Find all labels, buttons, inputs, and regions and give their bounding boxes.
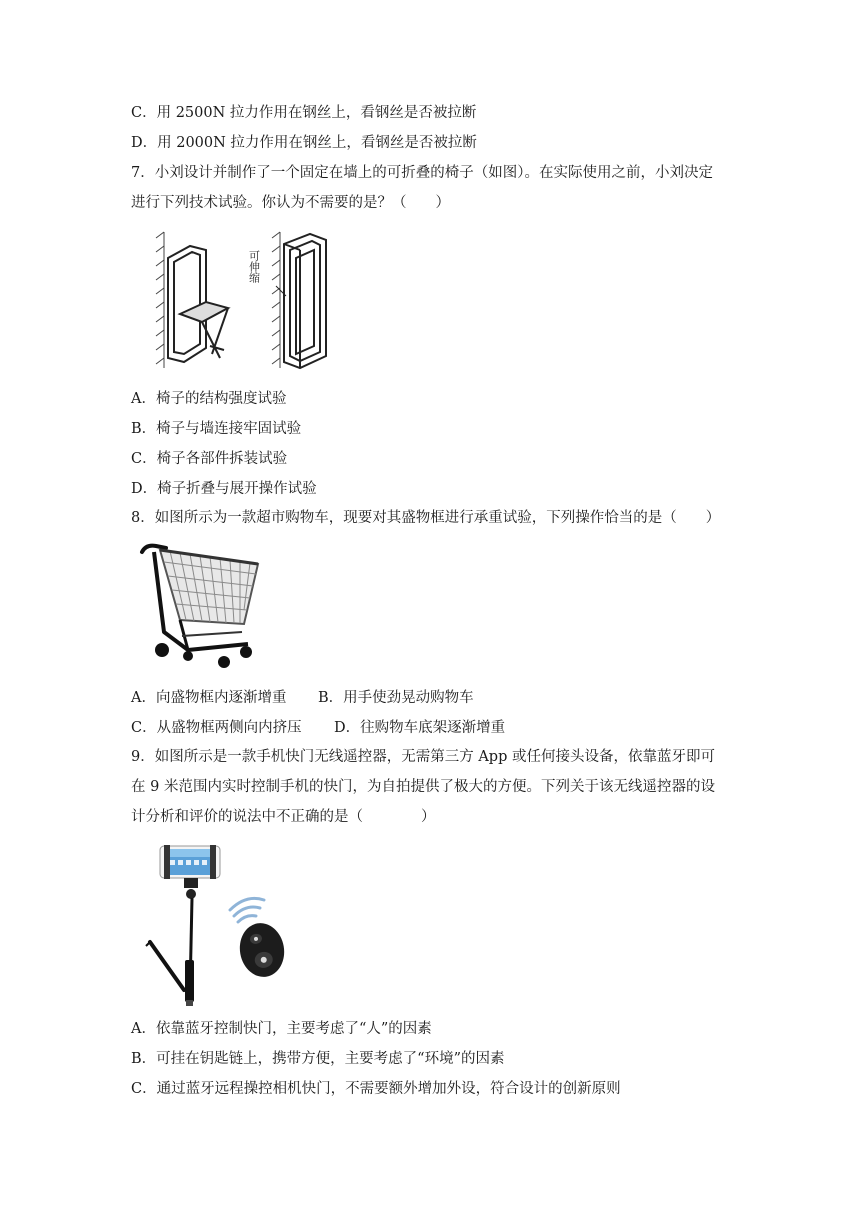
q8-options-row1 (131, 688, 474, 708)
shopping-cart-figure (138, 540, 264, 670)
q8-option-b: B．用手使劲晃动购物车 (318, 690, 474, 706)
q7-stem-line1: 7．小刘设计并制作了一个固定在墙上的可折叠的椅子（如图）。在实际使用之前，小刘决定 (131, 165, 713, 181)
figure-label-text: 可伸缩 (247, 250, 261, 283)
q8-stem: 8．如图所示为一款超市购物车，现要对其盛物框进行承重试验，下列操作恰当的是（ ） (131, 510, 721, 526)
q8-option-d: D．往购物车底架逐渐增重 (334, 720, 506, 736)
q8-options-row2 (131, 718, 505, 738)
q7-option-b: B．椅子与墙连接牢固试验 (131, 421, 302, 437)
q6-option-d: D．用 2000N 拉力作用在钢丝上，看钢丝是否被拉断 (131, 135, 477, 151)
q9-stem-line3: 计分析和评价的说法中不正确的是（ ） (131, 809, 436, 825)
q8-option-c: C．从盛物框两侧向内挤压 (131, 720, 302, 736)
q7-option-a: A．椅子的结构强度试验 (131, 391, 287, 407)
q9-stem-line2: 在 9 米范围内实时控制手机的快门，为自拍提供了极大的方便。下列关于该无线遥控器的设 (131, 779, 715, 795)
q7-option-c: C．椅子各部件拆装试验 (131, 451, 288, 467)
q8-option-a: A．向盛物框内逐渐增重 (131, 690, 287, 706)
q6-option-c: C．用 2500N 拉力作用在钢丝上，看钢丝是否被拉断 (131, 105, 477, 121)
q9-option-c: C．通过蓝牙远程操控相机快门，不需要额外增加外设，符合设计的创新原则 (131, 1081, 621, 1097)
q9-option-a: A．依靠蓝牙控制快门，主要考虑了“人”的因素 (131, 1021, 432, 1037)
folding-chair-figure (150, 228, 340, 376)
selfie-remote-figure (140, 842, 310, 1010)
q9-option-b: B．可挂在钥匙链上，携带方便，主要考虑了“环境”的因素 (131, 1051, 505, 1067)
q7-option-d: D．椅子折叠与展开操作试验 (131, 481, 317, 497)
q9-stem-line1: 9．如图所示是一款手机快门无线遥控器，无需第三方 App 或任何接头设备，依靠蓝牙即可 (131, 749, 715, 765)
q7-stem-line2: 进行下列技术试验。你认为不需要的是？（ ） (131, 195, 450, 211)
